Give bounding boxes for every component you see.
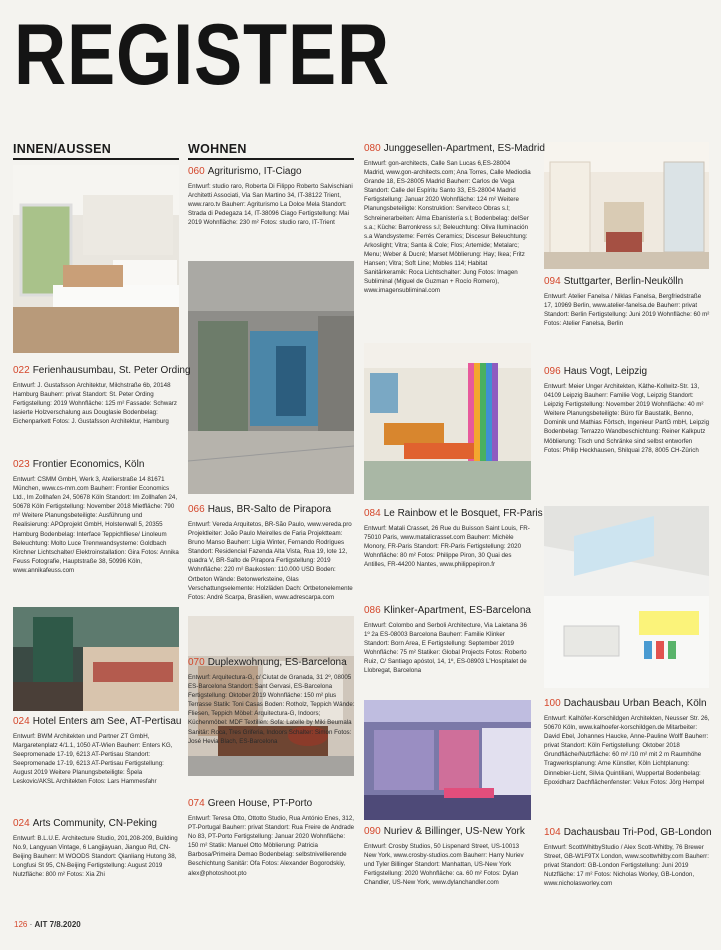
section-rule [188, 158, 354, 160]
entry-credits: Entwurf: Vereda Arquitetos, BR-São Paulo, www.vereda.pro Projektleiter: João Paulo Meirelles de Faria Projektteam: Bruno Manso Bauherr: Ligia Winter, Fernando Rodrigues Standort: Residencial Fazenda Alta Vista, Rua 19, lote 12, quadra V, BR-Salto de Pirapora Fertigstellung: 2019 Wohnfläche: 220 m² Baukosten: 110.000 USD Boden: Ortbeton Wände: Betonwerksteine, Glas Verschattungselemente: Holzläden Dach: Ortbetonelemente Fotos: André Scarpa, Brasilien, www.adrescarpa.com [188, 521, 353, 601]
entry-credits: Entwurf: ScottWhitbyStudio / Alex Scott-Whitby, 76 Brewer Street, GB-W1F9TX London, www.scottwhitby.com Bauherr: privat Standort: GB-London Fertigstellung: Juni 2019 Nutzfläche: 17 m² Fotos: Nicholas Worley, GB-London, www.nicholasworley.com [544, 844, 709, 888]
entry-title: Junggesellen-Apartment, ES-Madrid [383, 143, 545, 154]
photo-stuttgarter [544, 142, 709, 269]
entry-086 [364, 604, 531, 676]
photo-ferienhaus [13, 165, 179, 353]
entry-number: 024 [13, 818, 30, 829]
entry-number: 104 [544, 827, 561, 838]
entry-number: 096 [544, 366, 561, 377]
entry-number: 080 [364, 143, 381, 154]
entry-title: Nuriev & Billinger, US-New York [383, 826, 525, 837]
entry-title: Haus, BR-Salto de Pirapora [207, 504, 332, 515]
entry-title: Ferienhausumbau, St. Peter Ording [32, 365, 191, 376]
entry-number: 090 [364, 826, 381, 837]
entry-104 [544, 826, 711, 888]
entry-022 [13, 364, 191, 426]
page-number: 126 [14, 920, 28, 929]
entry-title: Frontier Economics, Köln [32, 459, 145, 470]
entry-number: 094 [544, 276, 561, 287]
entry-credits: Entwurf: Teresa Otto, Ottotto Studio, Rua António Enes, 312, PT-Portugal Bauherr: privat Standort: Rua Freire de Andrade No 83, PT-Porto Fertigstellung: Januar 2020 Wohnfläche: 150 m² Statik: Manuel Otto Möblierung: Patricia Barbosa/Primeira Demao Bodenbelag: selbstnivellierende Beschichtung Sanitär: Ofa Fotos: Alexander Bogorodskiy, alex@photoshoot.pto [188, 815, 355, 877]
entry-credits: Entwurf: Kalhöfer-Korschildgen Architekten, Neusser Str. 26, 50670 Köln, www.kalhoefer-korschildgen.de Mitarbeiter: David Ebel, Johannes Haucke, Anne-Pauline Wolff Bauherr: privat Standort: Köln Fertigstellung: Oktober 2018 Grundfläche/Nutzfläche: 60 m² /10 m² mit 2 m Raumhöhe Tragwerksplanung: Arne Künstler, Köln Lichtplanung: Dinnebier-Licht, Silvia Quintiliani, Wuppertal Bodenbelag: Epoxidharz Dachflächenfenster: Velux Fotos: Jörg Hempel [544, 715, 710, 786]
photo-nuriev-billinger [364, 700, 531, 820]
entry-number: 084 [364, 508, 381, 519]
entry-094 [544, 275, 711, 328]
entry-024-hotel [13, 715, 180, 787]
entry-number: 066 [188, 504, 205, 515]
entry-080 [364, 142, 545, 295]
entry-number: 074 [188, 798, 205, 809]
entry-title: Duplexwohnung, ES-Barcelona [207, 657, 347, 668]
entry-number: 060 [188, 166, 205, 177]
entry-credits: Entwurf: Arquitectura-G, c/ Ciutat de Granada, 31 2º, 08005 ES-Barcelona Standort: Sant Gervasi, ES-Barcelona Fertigstellung: Oktober 2019 Wohnfläche: 150 m² plus Terrasse Statik: Toni Casas Boden: Rotholz, Teppich Wände: Fliesen, Teppich Möbel: Arquitectura-G, Indoors; Küchenmöbel: MDF Textilien: Sofa: Latelle by Miki Beumala Sanitär: Roca, Tres Griferia, Indoors Schalter: Simon Fotos: José Hevia Blach, ES-Barcelona [188, 674, 355, 745]
entry-066 [188, 503, 355, 602]
entry-number: 023 [13, 459, 30, 470]
section-rule [13, 158, 179, 160]
entry-070 [188, 656, 355, 746]
photo-le-rainbow [364, 343, 531, 500]
entry-credits: Entwurf: Colombo and Serboli Architecture, Via Laietana 36 1º 2a ES-08003 Barcelona Bauherr: Familie Klinker Standort: Born Area, E Fertigstellung: September 2019 Wohnfläche: 75 m² Statiker: Global Projects Fotos: Roberto Ruiz, C/ Santiago apóstol, 14, 1º, ES-08903 L'Hospitalet de Llobregat, Barcelona [364, 622, 527, 675]
entry-number: 086 [364, 605, 381, 616]
section-heading-wohnen: WOHNEN [188, 142, 247, 156]
entry-number: 070 [188, 657, 205, 668]
issue-label: AIT 7/8.2020 [34, 920, 81, 929]
entry-credits: Entwurf: studio raro, Roberta Di Filippo Roberto Salvischiani Architetti Associati, Via San Martino 34, IT-38122 Trient, www.raro.tv Bauherr: Agriturismo La Dolce Mela Standort: Strada di Pedegaza 14, IT-38096 Ciago Fertigstellung: Mai 2019 Wohnfläche: 230 m² Fotos: studio raro, IT-Trient [188, 183, 353, 227]
entry-084 [364, 507, 543, 569]
entry-title: Green House, PT-Porto [207, 798, 313, 809]
page-title: REGISTER [14, 7, 391, 103]
photo-haus-pirapora [188, 261, 354, 494]
entry-title: Arts Community, CN-Peking [32, 818, 157, 829]
entry-credits: Entwurf: B.L.U.E. Architecture Studio, 201,208-209, Building No.9, Langyuan Vintage, 6 Langjiayuan, Jianguo Rd, CN-Beijing Bauherr: M WOODS Standort: Qianliang Hutong 38, Longfusi St 95, CN-Beijing Fertigstellung: August 2019 Nutzfläche: 800 m² Fotos: Xia Zhi [13, 835, 178, 879]
entry-074 [188, 797, 355, 878]
entry-credits: Entwurf: J. Gustafsson Architektur, Milchstraße 6b, 20148 Hamburg Bauherr: privat Standort: St. Peter Ording Fertigstellung: 2019 Wohnfläche: 125 m² Fassade: Schwarz lasierte Holzverschalung aus Douglasie Bodenbelag: Eichenparkett Fotos: J. Gustafsson Architektur, Hamburg [13, 382, 177, 426]
page-footer: 126 · AIT 7/8.2020 [14, 920, 81, 929]
entry-credits: Entwurf: Meier Unger Architekten, Käthe-Kollwitz-Str. 13, 04109 Leipzig Bauherr: Familie Vogt, Leipzig Standort: Leipzig Fertigstellung: November 2019 Wohnfläche: 40 m² Weitere Planungsbeteiligte: Büro für Baustatik, Benno, Dominik und Mathias Förtsch, Ingenieur PartG mbH, Leipzig Bodenbelag: Terrazzo Wandbeschichtung: Reiner Kalkputz Möblierung: Tisch und Schränke sind selbst entworfen Fotos: Philip Heckhausen, Shilquai 278, 8005 CH-Zürich [544, 383, 710, 454]
entry-title: Agriturismo, IT-Ciago [207, 166, 302, 177]
entry-credits: Entwurf: CSMM GmbH, Werk 3, Atelierstraße 14 81671 München, www.cs-mm.com Bauherr: Frontier Economics Ltd., Im Zollhafen 24, 50678 Köln Standort: Im Zollhafen 24, 50678 Köln Fertigstellung: November 2018 Mietfläche: 790 m² Weitere Planungsbeteiligte: Ausführung und Realisierung: APOprojekt GmbH, Holstenwall 5, 20355 Hamburg Bodenbelag: Interface Teppichfliese/ Linoleum Beleuchtung: Molto Luce Trennwandsysteme: Goldbach Kirchner Lichtschalter/ Elektroinstallation: Gira Fotos: Annika Feuss Fotografie, Hauptstraße 38, 50996 Köln, www.annikafeuss.com [13, 476, 179, 574]
entry-title: Hotel Enters am See, AT-Pertisau [32, 716, 182, 727]
entry-090 [364, 825, 531, 887]
entry-023 [13, 458, 180, 575]
entry-title: Dachausbau Tri-Pod, GB-London [563, 827, 712, 838]
entry-credits: Entwurf: Matali Crasset, 26 Rue du Buisson Saint Louis, FR-75010 Paris, www.matalicrasset.com Bauherr: Michèle Monory, FR-Paris Standort: FR-Paris Fertigstellung: 2020 Wohnfläche: 80 m² Fotos: Philippe Piron, 30 Quai des Antilles, FR-44200 Nantes, www.philippepiron.fr [364, 525, 530, 569]
entry-number: 100 [544, 698, 561, 709]
entry-credits: Entwurf: Crosby Studios, 50 Lispenard Street, US-10013 New York, www.crosby-studios.com Bauherr: Harry Nuriev und Tyler Billinger Standort: Manhattan, US-New York Fertigstellung: 2020 Wohnfläche: ca. 60 m² Fotos: Dylan Chandler, US-New York, www.dylanchandler.com [364, 843, 524, 887]
entry-title: Haus Vogt, Leipzig [563, 366, 648, 377]
entry-credits: Entwurf: BWM Architekten und Partner ZT GmbH, Margaretenplatz 4/1.1, 1050 AT-Wien Bauherr: Enters KG, Seepromenade 17-19, 6213 AT-Pertisau Standort: Seepromenade 17-19, 6213 AT-Pertisau Fertigstellung: August 2019 Weitere Planungsbeteiligte: Špela Leskovic/AKSL Architekten Fotos: Lars Hammesfahr [13, 733, 173, 786]
entry-060 [188, 165, 355, 227]
entry-title: Le Rainbow et le Bosquet, FR-Paris [383, 508, 543, 519]
entry-title: Dachausbau Urban Beach, Köln [563, 698, 707, 709]
entry-number: 022 [13, 365, 30, 376]
section-heading-innen-aussen: INNEN/AUSSEN [13, 142, 112, 156]
entry-credits: Entwurf: Atelier Fanelsa / Niklas Fanelsa, Bergfriedstraße 17, 10969 Berlin, www.atelier-fanelsa.de Bauherr: privat Standort: Berlin Fertigstellung: Juni 2019 Wohnfläche: 60 m² Fotos: Atelier Fanelsa, Berlin [544, 293, 710, 328]
entry-100 [544, 697, 711, 787]
entry-title: Stuttgarter, Berlin-Neukölln [563, 276, 684, 287]
entry-title: Klinker-Apartment, ES-Barcelona [383, 605, 531, 616]
photo-hotel-enters [13, 607, 179, 711]
entry-024-arts [13, 817, 180, 879]
entry-credits: Entwurf: gon-architects, Calle San Lucas 6,ES-28004 Madrid, www.gon-architects.com; Ana Torres, Calle Mediodia Grande 18, ES-28005 Madrid Bauherr: Carlos de Vega Standort: Calle del Espíritu Santo 33, ES-28004 Madrid Fertigstellung: Januar 2020 Wohnfläche: 124 m² Weitere Planungsbeteiligte: Konstruktion: Serviteco Obras s.l; Schreinerarbeiten: Alma Ebanistería s.l; Bodenbelag: delSer s.a.; Küche: Barronkress s.l; Beleuchtung: Oliva Iluminación s.a Wandsysteme: Ferrés Ceramics; Discesur Beleuchtung: Arkoslight; Vitra; Santa & Cole; Flos; Artemide; Metalarc; Menu; Weber & Ducré; Marset Möblierung: Hay; Ikea; Fritz Hansen; Vitra; Soft Line; Mobles 114; Habitat Sanitärkeramik: Roca Lichtschalter: Jung Fotos: Imagen Subliminal (Miguel de Guzman + Rocío Romero), www.imagensubliminal.com [364, 160, 531, 295]
photo-urban-beach [544, 506, 709, 688]
entry-096 [544, 365, 711, 455]
entry-number: 024 [13, 716, 30, 727]
